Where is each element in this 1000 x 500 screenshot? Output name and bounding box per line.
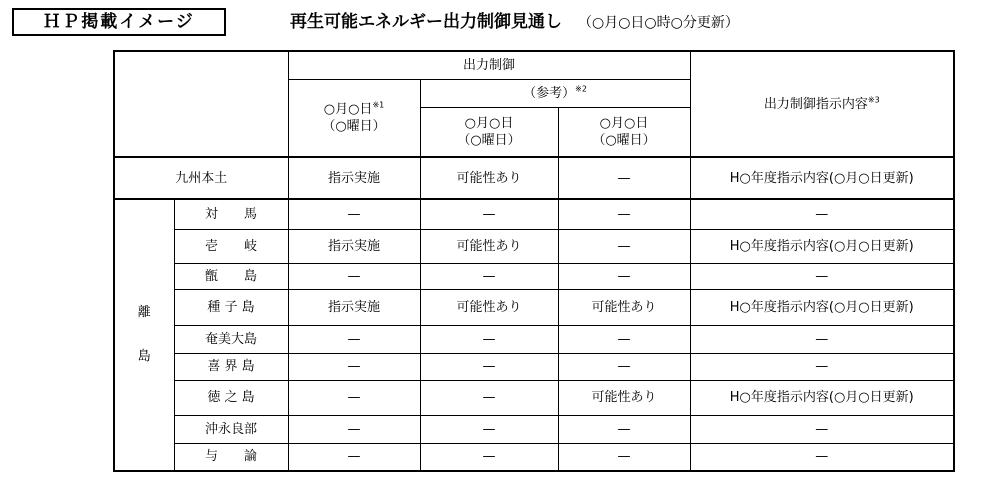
status-today: 指示実施 [288, 229, 420, 263]
table-row [114, 229, 954, 263]
status-ref2: 可能性あり [558, 289, 690, 325]
region-name: 九州本土 [114, 157, 288, 199]
status-today: — [288, 263, 420, 289]
status-ref1: — [420, 380, 558, 415]
table-row [114, 199, 954, 229]
status-ref2: — [558, 263, 690, 289]
status-today: — [288, 443, 420, 471]
instruction-content: — [690, 263, 954, 289]
instruction-content: — [690, 199, 954, 229]
status-today: — [288, 325, 420, 353]
corner-cell [114, 51, 288, 157]
table-row [114, 353, 954, 380]
page-title [290, 10, 739, 35]
hp-image-badge [12, 8, 226, 36]
status-ref2: — [558, 325, 690, 353]
status-ref1: — [420, 415, 558, 443]
ref-day1-header: ○月○日 （○曜日） [420, 107, 558, 157]
status-ref1: — [420, 199, 558, 229]
island-name: 甑 島 [174, 263, 288, 289]
reference-header: （参考）$^{※2}$ [420, 79, 690, 107]
badge-label: ＨＰ掲載イメージ [43, 12, 195, 32]
table-row [114, 325, 954, 353]
title-text: 再生可能エネルギー出力制御見通し [290, 12, 562, 32]
status-today: 指示実施 [288, 157, 420, 199]
status-ref1: — [420, 353, 558, 380]
island-name: 壱 岐 [174, 229, 288, 263]
note-1: ※1 [372, 100, 385, 110]
today-header: ○月○日$^{※1}$ （○曜日） [288, 79, 420, 157]
table-row [114, 443, 954, 471]
note-2: ※2 [575, 84, 587, 94]
status-ref2: — [558, 229, 690, 263]
instruction-content: H○年度指示内容(○月○日更新) [690, 229, 954, 263]
status-ref1: — [420, 325, 558, 353]
instruction-content: — [690, 325, 954, 353]
status-today: 指示実施 [288, 289, 420, 325]
remote-islands-label: 離 島 [114, 199, 174, 471]
island-name: 沖永良部 [174, 415, 288, 443]
instruction-content: H○年度指示内容(○月○日更新) [690, 289, 954, 325]
instruction-content: — [690, 443, 954, 471]
status-ref1: — [420, 443, 558, 471]
status-today: — [288, 199, 420, 229]
status-today: — [288, 353, 420, 380]
update-timestamp: （○月○日○時○分更新） [578, 15, 739, 31]
status-ref2: — [558, 199, 690, 229]
instruction-content: — [690, 415, 954, 443]
island-name: 喜 界 島 [174, 353, 288, 380]
status-ref2: — [558, 353, 690, 380]
status-ref1: 可能性あり [420, 289, 558, 325]
status-today: — [288, 415, 420, 443]
status-today: — [288, 380, 420, 415]
island-name: 種 子 島 [174, 289, 288, 325]
island-name: 対 馬 [174, 199, 288, 229]
instruction-content: — [690, 353, 954, 380]
instruction-content: H○年度指示内容(○月○日更新) [690, 380, 954, 415]
ref-day2-header: ○月○日 （○曜日） [558, 107, 690, 157]
output-control-header: 出力制御 [288, 51, 690, 79]
status-ref1: — [420, 263, 558, 289]
table-row [114, 289, 954, 325]
status-ref2: 可能性あり [558, 380, 690, 415]
island-name: 奄美大島 [174, 325, 288, 353]
status-ref2: — [558, 443, 690, 471]
status-ref1: 可能性あり [420, 229, 558, 263]
island-name: 徳 之 島 [174, 380, 288, 415]
instruction-content-header: 出力制御指示内容$^{※3}$ [690, 51, 954, 157]
instruction-content: H○年度指示内容(○月○日更新) [690, 157, 954, 199]
table-row-mainland [114, 157, 954, 199]
table-row [114, 415, 954, 443]
status-ref2: — [558, 157, 690, 199]
output-control-table [113, 50, 955, 472]
status-ref2: — [558, 415, 690, 443]
status-ref1: 可能性あり [420, 157, 558, 199]
table-row [114, 263, 954, 289]
island-name: 与 論 [174, 443, 288, 471]
note-3: ※3 [867, 95, 880, 105]
table-row [114, 380, 954, 415]
